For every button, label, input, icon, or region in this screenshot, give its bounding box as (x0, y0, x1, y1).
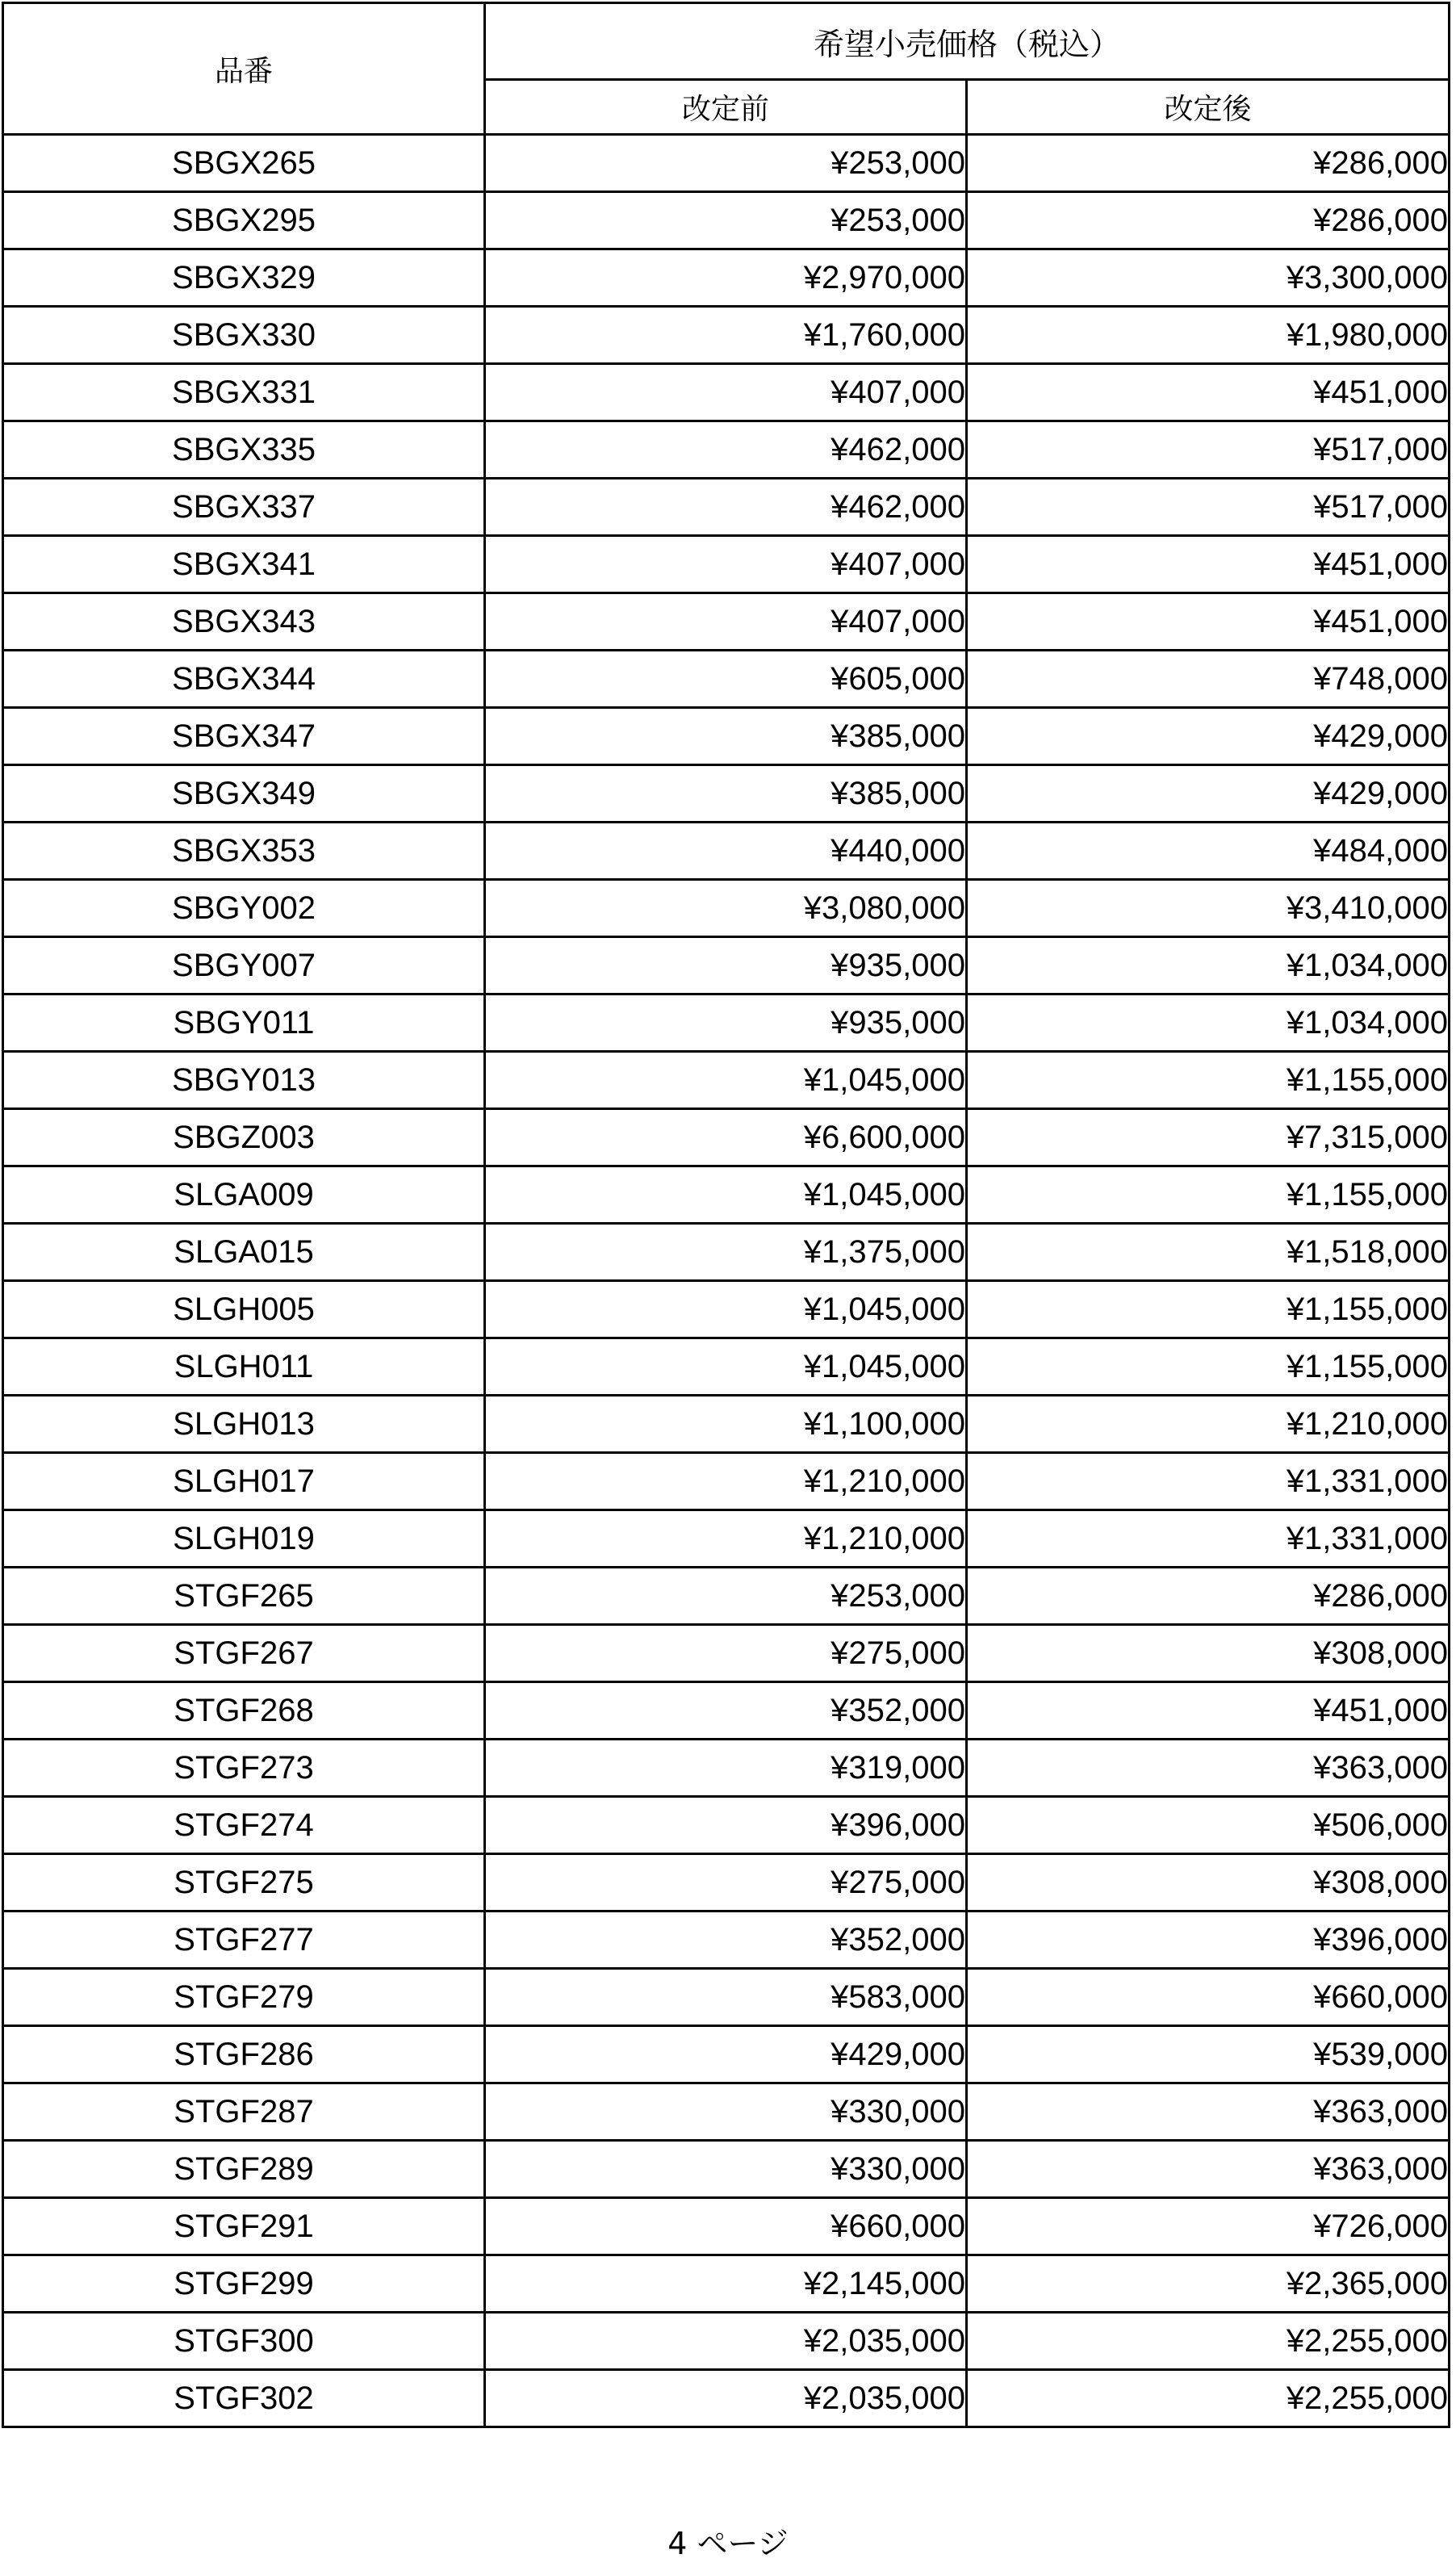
product-code-cell: SLGH017 (3, 1453, 485, 1510)
price-before-cell: ¥1,760,000 (485, 307, 967, 364)
product-code-cell: STGF268 (3, 1682, 485, 1740)
product-code-cell: SLGH011 (3, 1338, 485, 1396)
product-code-cell: SBGY011 (3, 994, 485, 1052)
price-before-cell: ¥2,035,000 (485, 2313, 967, 2370)
price-table (2, 2, 1450, 2428)
product-code-cell: STGF286 (3, 2026, 485, 2083)
price-after-cell: ¥1,331,000 (967, 1510, 1450, 1568)
table-row (3, 880, 1450, 937)
table-row (3, 536, 1450, 593)
table-row (3, 2083, 1450, 2141)
price-before-cell: ¥2,035,000 (485, 2370, 967, 2427)
table-header (3, 3, 1450, 135)
price-after-cell: ¥363,000 (967, 2083, 1450, 2141)
table-row (3, 2313, 1450, 2370)
price-after-cell: ¥1,155,000 (967, 1338, 1450, 1396)
table-row (3, 479, 1450, 536)
product-code-cell: STGF267 (3, 1625, 485, 1682)
price-after-cell: ¥1,155,000 (967, 1052, 1450, 1109)
price-before-cell: ¥1,210,000 (485, 1453, 967, 1510)
price-after-cell: ¥1,331,000 (967, 1453, 1450, 1510)
price-before-cell: ¥1,375,000 (485, 1224, 967, 1281)
table-row (3, 937, 1450, 994)
price-after-cell: ¥726,000 (967, 2198, 1450, 2255)
price-before-cell: ¥396,000 (485, 1797, 967, 1854)
table-row (3, 1338, 1450, 1396)
price-after-cell: ¥1,034,000 (967, 994, 1450, 1052)
product-code-cell: SBGX330 (3, 307, 485, 364)
table-row (3, 593, 1450, 651)
price-before-cell: ¥2,145,000 (485, 2255, 967, 2313)
product-code-cell: STGF273 (3, 1740, 485, 1797)
header-hinban: 品番 (3, 3, 485, 135)
price-before-cell: ¥1,045,000 (485, 1281, 967, 1338)
table-row (3, 1396, 1450, 1453)
table-row (3, 1740, 1450, 1797)
price-before-cell: ¥385,000 (485, 708, 967, 765)
price-before-cell: ¥407,000 (485, 593, 967, 651)
price-after-cell: ¥286,000 (967, 1568, 1450, 1625)
product-code-cell: SLGH013 (3, 1396, 485, 1453)
price-before-cell: ¥330,000 (485, 2083, 967, 2141)
product-code-cell: SBGZ003 (3, 1109, 485, 1166)
product-code-cell: STGF274 (3, 1797, 485, 1854)
price-after-cell: ¥2,255,000 (967, 2313, 1450, 2370)
table-row (3, 1109, 1450, 1166)
table-row (3, 1969, 1450, 2026)
table-row (3, 651, 1450, 708)
price-after-cell: ¥1,980,000 (967, 307, 1450, 364)
price-before-cell: ¥6,600,000 (485, 1109, 967, 1166)
table-row (3, 307, 1450, 364)
price-before-cell: ¥1,100,000 (485, 1396, 967, 1453)
product-code-cell: STGF302 (3, 2370, 485, 2427)
table-row (3, 421, 1450, 479)
price-before-cell: ¥319,000 (485, 1740, 967, 1797)
price-before-cell: ¥1,045,000 (485, 1052, 967, 1109)
table-row (3, 823, 1450, 880)
product-code-cell: SBGY013 (3, 1052, 485, 1109)
price-after-cell: ¥451,000 (967, 593, 1450, 651)
price-after-cell: ¥1,155,000 (967, 1281, 1450, 1338)
price-before-cell: ¥253,000 (485, 1568, 967, 1625)
header-after: 改定後 (967, 80, 1450, 135)
product-code-cell: STGF300 (3, 2313, 485, 2370)
product-code-cell: SBGX329 (3, 249, 485, 307)
product-code-cell: SBGX349 (3, 765, 485, 823)
header-kibou-price: 希望小売価格（税込） (485, 3, 1450, 80)
price-before-cell: ¥605,000 (485, 651, 967, 708)
price-after-cell: ¥2,365,000 (967, 2255, 1450, 2313)
table-row (3, 994, 1450, 1052)
table-row (3, 1052, 1450, 1109)
price-before-cell: ¥330,000 (485, 2141, 967, 2198)
product-code-cell: SLGH019 (3, 1510, 485, 1568)
product-code-cell: SBGY007 (3, 937, 485, 994)
page-number: 4 ページ (667, 2526, 789, 2561)
product-code-cell: SBGY002 (3, 880, 485, 937)
product-code-cell: SBGX343 (3, 593, 485, 651)
price-after-cell: ¥2,255,000 (967, 2370, 1450, 2427)
price-before-cell: ¥935,000 (485, 994, 967, 1052)
price-after-cell: ¥451,000 (967, 1682, 1450, 1740)
product-code-cell: SBGX337 (3, 479, 485, 536)
price-before-cell: ¥462,000 (485, 421, 967, 479)
product-code-cell: STGF299 (3, 2255, 485, 2313)
price-after-cell: ¥517,000 (967, 479, 1450, 536)
table-row (3, 765, 1450, 823)
price-after-cell: ¥484,000 (967, 823, 1450, 880)
product-code-cell: SBGX341 (3, 536, 485, 593)
table-row (3, 2141, 1450, 2198)
table-row (3, 1854, 1450, 1912)
product-code-cell: STGF287 (3, 2083, 485, 2141)
table-row (3, 2255, 1450, 2313)
table-row (3, 1166, 1450, 1224)
table-row (3, 1912, 1450, 1969)
price-after-cell: ¥286,000 (967, 135, 1450, 192)
price-after-cell: ¥308,000 (967, 1854, 1450, 1912)
price-before-cell: ¥429,000 (485, 2026, 967, 2083)
price-before-cell: ¥1,210,000 (485, 1510, 967, 1568)
product-code-cell: SBGX295 (3, 192, 485, 249)
price-after-cell: ¥308,000 (967, 1625, 1450, 1682)
price-before-cell: ¥935,000 (485, 937, 967, 994)
table-row (3, 249, 1450, 307)
price-before-cell: ¥407,000 (485, 364, 967, 421)
price-before-cell: ¥275,000 (485, 1854, 967, 1912)
price-after-cell: ¥1,155,000 (967, 1166, 1450, 1224)
table-row (3, 1682, 1450, 1740)
product-code-cell: SLGH005 (3, 1281, 485, 1338)
product-code-cell: SLGA015 (3, 1224, 485, 1281)
price-before-cell: ¥3,080,000 (485, 880, 967, 937)
header-row-top (3, 3, 1450, 80)
table-row (3, 708, 1450, 765)
price-after-cell: ¥748,000 (967, 651, 1450, 708)
price-after-cell: ¥506,000 (967, 1797, 1450, 1854)
price-before-cell: ¥275,000 (485, 1625, 967, 1682)
price-before-cell: ¥440,000 (485, 823, 967, 880)
price-before-cell: ¥352,000 (485, 1682, 967, 1740)
table-row (3, 1797, 1450, 1854)
price-after-cell: ¥1,034,000 (967, 937, 1450, 994)
product-code-cell: SBGX265 (3, 135, 485, 192)
table-row (3, 1224, 1450, 1281)
price-after-cell: ¥539,000 (967, 2026, 1450, 2083)
price-after-cell: ¥517,000 (967, 421, 1450, 479)
table-row (3, 1453, 1450, 1510)
price-before-cell: ¥352,000 (485, 1912, 967, 1969)
table-row (3, 2026, 1450, 2083)
price-after-cell: ¥429,000 (967, 765, 1450, 823)
price-after-cell: ¥660,000 (967, 1969, 1450, 2026)
price-after-cell: ¥429,000 (967, 708, 1450, 765)
product-code-cell: SBGX335 (3, 421, 485, 479)
table-body (3, 135, 1450, 2427)
price-before-cell: ¥407,000 (485, 536, 967, 593)
price-after-cell: ¥363,000 (967, 1740, 1450, 1797)
price-after-cell: ¥1,518,000 (967, 1224, 1450, 1281)
table-row (3, 2198, 1450, 2255)
table-row (3, 192, 1450, 249)
price-after-cell: ¥1,210,000 (967, 1396, 1450, 1453)
price-after-cell: ¥451,000 (967, 364, 1450, 421)
price-before-cell: ¥1,045,000 (485, 1166, 967, 1224)
price-after-cell: ¥3,410,000 (967, 880, 1450, 937)
table-row (3, 2370, 1450, 2427)
price-before-cell: ¥253,000 (485, 192, 967, 249)
table-row (3, 1510, 1450, 1568)
product-code-cell: SBGX347 (3, 708, 485, 765)
product-code-cell: STGF265 (3, 1568, 485, 1625)
product-code-cell: STGF277 (3, 1912, 485, 1969)
product-code-cell: SBGX353 (3, 823, 485, 880)
product-code-cell: SBGX331 (3, 364, 485, 421)
header-before: 改定前 (485, 80, 967, 135)
product-code-cell: SLGA009 (3, 1166, 485, 1224)
price-after-cell: ¥7,315,000 (967, 1109, 1450, 1166)
price-after-cell: ¥363,000 (967, 2141, 1450, 2198)
product-code-cell: STGF275 (3, 1854, 485, 1912)
table-row (3, 364, 1450, 421)
price-after-cell: ¥396,000 (967, 1912, 1450, 1969)
product-code-cell: STGF291 (3, 2198, 485, 2255)
price-before-cell: ¥583,000 (485, 1969, 967, 2026)
price-before-cell: ¥1,045,000 (485, 1338, 967, 1396)
price-before-cell: ¥2,970,000 (485, 249, 967, 307)
product-code-cell: STGF289 (3, 2141, 485, 2198)
price-after-cell: ¥286,000 (967, 192, 1450, 249)
product-code-cell: STGF279 (3, 1969, 485, 2026)
price-before-cell: ¥253,000 (485, 135, 967, 192)
table-row (3, 135, 1450, 192)
price-after-cell: ¥451,000 (967, 536, 1450, 593)
price-after-cell: ¥3,300,000 (967, 249, 1450, 307)
price-before-cell: ¥660,000 (485, 2198, 967, 2255)
product-code-cell: SBGX344 (3, 651, 485, 708)
table-row (3, 1625, 1450, 1682)
price-before-cell: ¥462,000 (485, 479, 967, 536)
table-row (3, 1281, 1450, 1338)
price-before-cell: ¥385,000 (485, 765, 967, 823)
table-row (3, 1568, 1450, 1625)
